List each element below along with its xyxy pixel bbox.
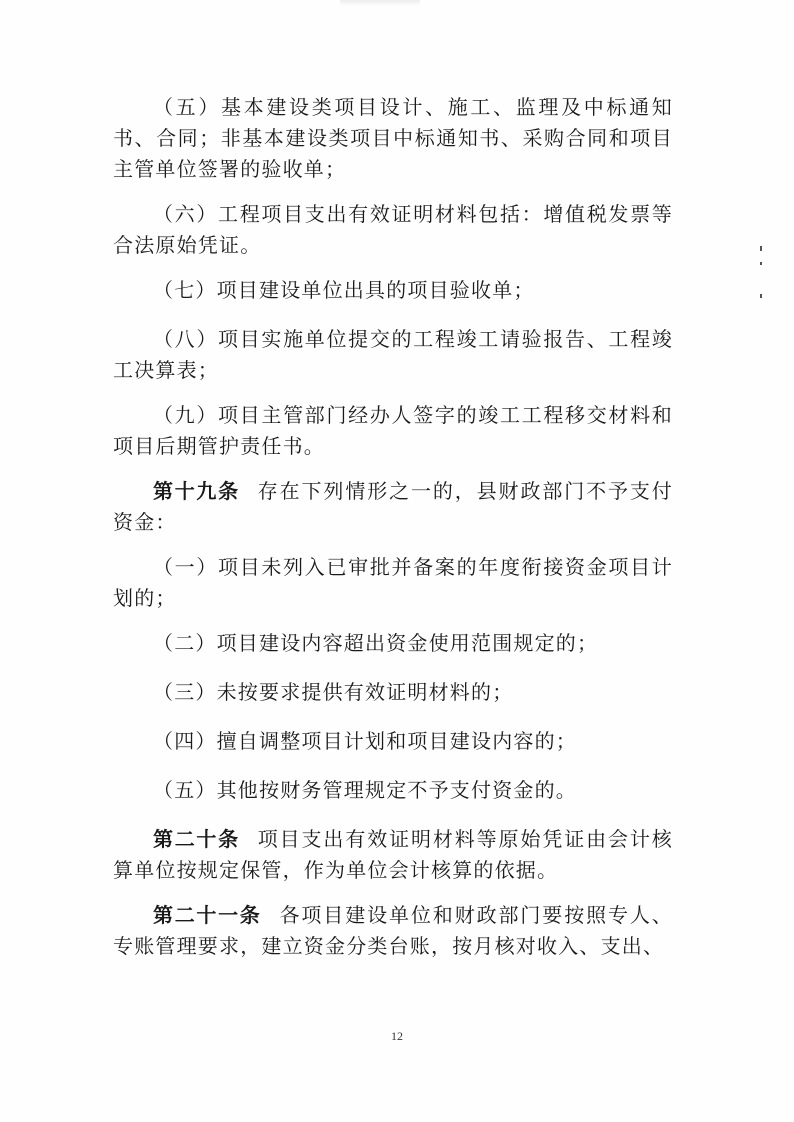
article-paragraph: 第二十条 项目支出有效证明材料等原始凭证由会计核算单位按规定保管，作为单位会计核算的依据。 [113, 827, 673, 882]
paragraph: （五）其他按财务管理规定不予支付资金的。 [153, 778, 577, 802]
article-heading: 第二十一条 [153, 903, 262, 927]
article-paragraph: 第十九条 存在下列情形之一的，县财政部门不予支付资金： [113, 479, 673, 534]
paragraph: （二）项目建设内容超出资金使用范围规定的； [153, 631, 599, 655]
scan-mark [760, 262, 762, 265]
scan-smudge [340, 0, 420, 6]
paragraph: （三）未按要求提供有效证明材料的； [153, 680, 514, 704]
paragraph: （五）基本建设类项目设计、施工、监理及中标通知书、合同；非基本建设类项目中标通知书、采购合同和项目主管单位签署的验收单； [113, 95, 673, 181]
article-heading: 第二十条 [153, 827, 240, 851]
paragraph: （六）工程项目支出有效证明材料包括：增值税发票等合法原始凭证。 [113, 202, 673, 257]
scan-mark [760, 294, 762, 298]
page-number: 12 [391, 1029, 403, 1043]
article-paragraph: 第二十一条 各项目建设单位和财政部门要按照专人、专账管理要求，建立资金分类台账，按月核对收入、支出、 [113, 903, 673, 958]
scan-mark [760, 246, 762, 251]
paragraph: （一）项目未列入已审批并备案的年度衔接资金项目计划的； [113, 555, 673, 610]
paragraph: （七）项目建设单位出具的项目验收单； [153, 278, 535, 302]
paragraph: （八）项目实施单位提交的工程竣工请验报告、工程竣工决算表； [113, 327, 673, 382]
paragraph: （九）项目主管部门经办人签字的竣工工程移交材料和项目后期管护责任书。 [113, 403, 673, 458]
article-heading: 第十九条 [153, 479, 240, 503]
paragraph: （四）擅自调整项目计划和项目建设内容的； [153, 729, 577, 753]
document-body [113, 92, 673, 976]
